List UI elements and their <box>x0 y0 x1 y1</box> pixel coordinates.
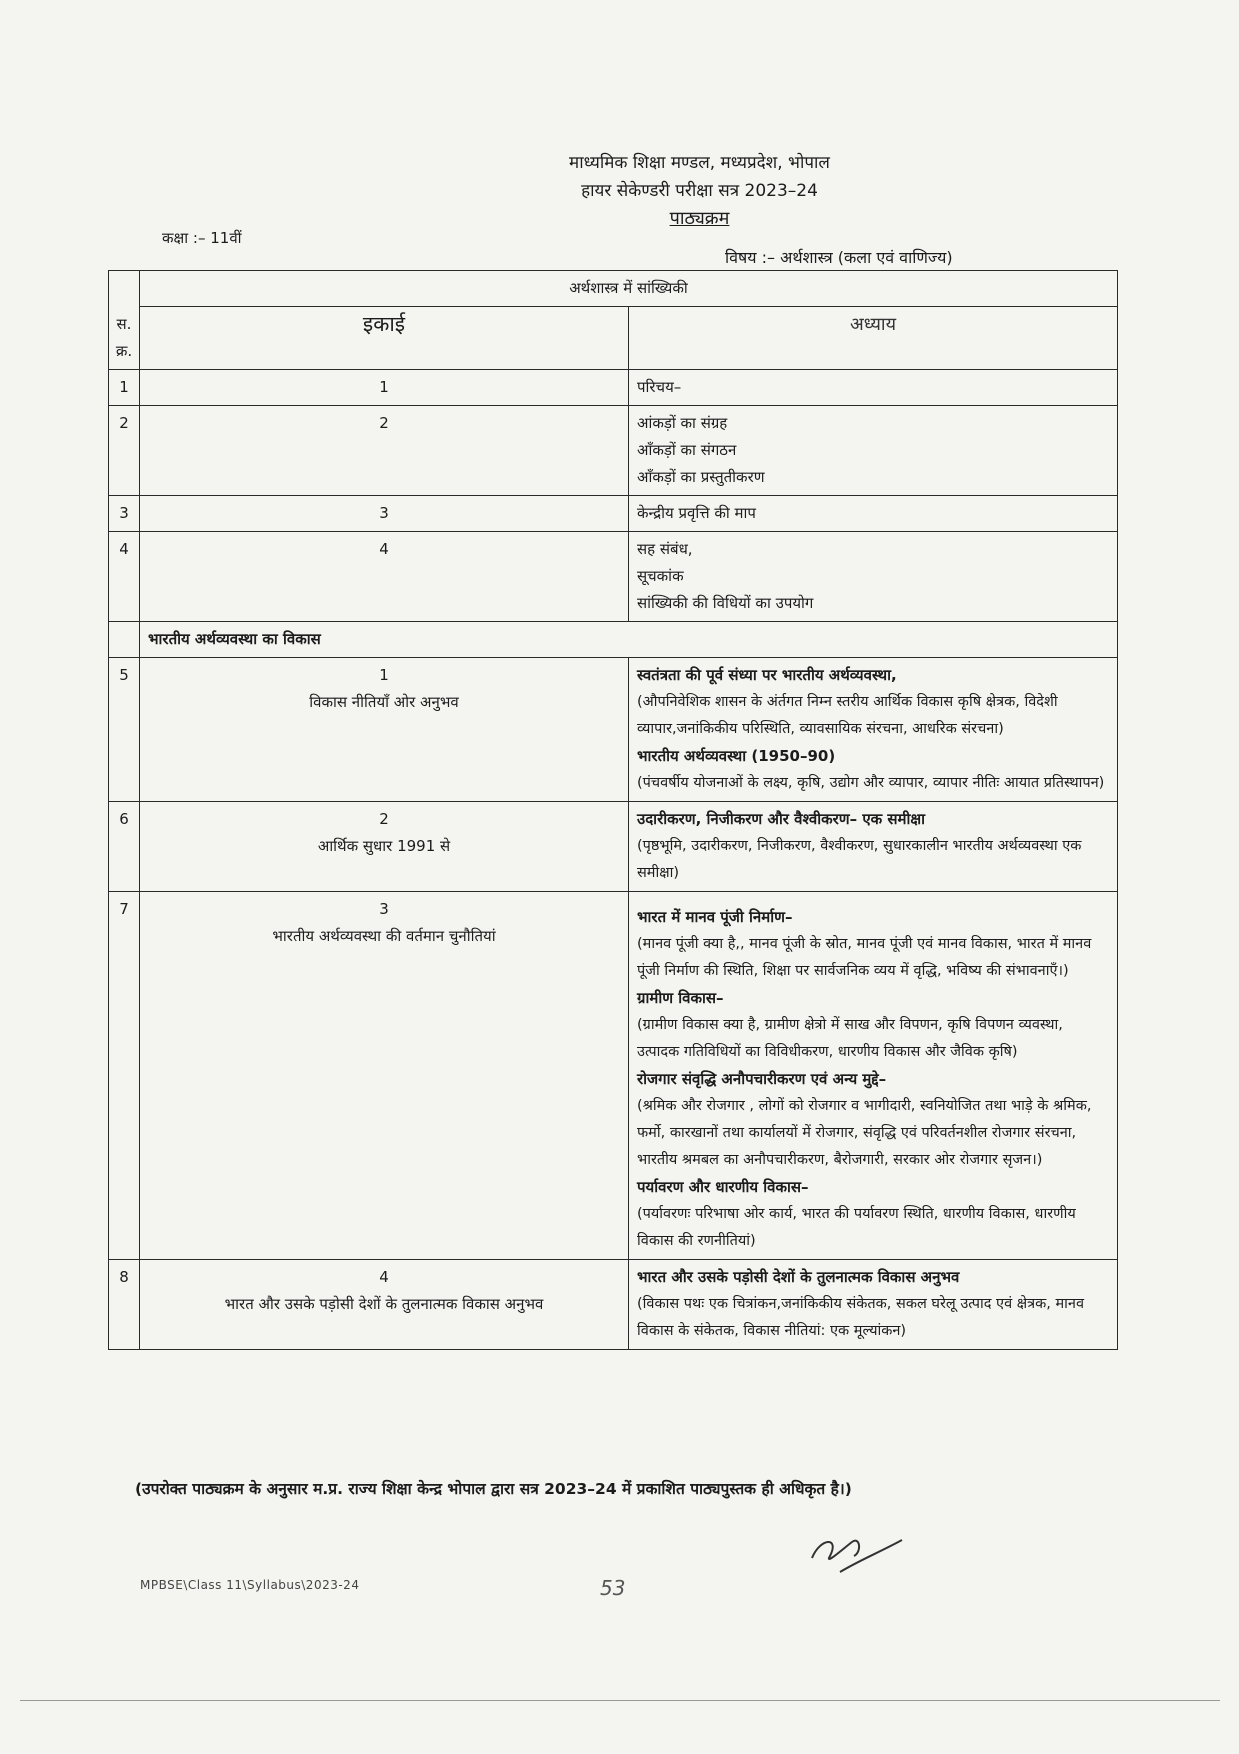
footnote: (उपरोक्त पाठ्यक्रम के अनुसार म.प्र. राज्य शिक्षा केन्द्र भोपाल द्वारा सत्र 2023–24 में प्रकाशित पाठ्यपुस्तक ही अधिकृत है।) <box>135 1480 852 1498</box>
unit-name: भारत और उसके पड़ोसी देशों के तुलनात्मक विकास अनुभव <box>224 1294 544 1313</box>
subject-label: विषय :– अर्थशास्त्र (कला एवं वाणिज्य) <box>725 248 953 267</box>
chapter-line: आँकड़ों का प्रस्तुतीकरण <box>637 467 765 486</box>
row-unit: 1 <box>140 369 629 405</box>
unit-number: 2 <box>379 809 389 828</box>
chapter-detail: (विकास पथः एक चित्रांकन,जनांकिकीय संकेतक, सकल घरेलू उत्पाद एवं क्षेत्रक, मानव विकास के संकेतक, विकास नीतियां: एक मूल्यांकन) <box>637 1295 1085 1339</box>
empty-cell <box>109 621 140 657</box>
syllabus-table <box>108 270 1118 1350</box>
row-sno: 8 <box>109 1259 140 1349</box>
column-header-row <box>109 307 1118 370</box>
table-row <box>109 1259 1118 1349</box>
table-row <box>109 801 1118 891</box>
col-chapter-header: अध्याय <box>629 307 1118 370</box>
table-row <box>109 495 1118 531</box>
section-header-row <box>109 271 1118 307</box>
row-chapters <box>629 405 1118 495</box>
chapter-detail: (ग्रामीण विकास क्या है, ग्रामीण क्षेत्रो में साख और विपणन, कृषि विपणन व्यवस्था, उत्पादक गतिविधियों का विविधीकरण, धारणीय विकास और जैविक कृषि) <box>637 1016 1063 1060</box>
board-name: माध्यमिक शिक्षा मण्डल, मध्यप्रदेश, भोपाल <box>569 153 830 173</box>
chapter-heading: उदारीकरण, निजीकरण और वैश्वीकरण– एक समीक्षा <box>637 809 925 828</box>
chapter-detail: (पंचवर्षीय योजनाओं के लक्ष्य, कृषि, उद्योग और व्यापार, व्यापार नीतिः आयात प्रतिस्थापन) <box>637 774 1105 791</box>
row-unit <box>140 891 629 1259</box>
row-sno: 4 <box>109 531 140 621</box>
table-row <box>109 891 1118 1259</box>
table-row <box>109 405 1118 495</box>
chapter-heading: भारत में मानव पूंजी निर्माण– <box>637 907 793 926</box>
chapter-heading: रोजगार संवृद्धि अनौपचारीकरण एवं अन्य मुद्दे– <box>637 1069 887 1088</box>
unit-number: 1 <box>379 665 389 684</box>
chapter-detail: (पर्यावरणः परिभाषा ओर कार्य, भारत की पर्यावरण स्थिति, धारणीय विकास, धारणीय विकास की रणनीतियां) <box>637 1205 1076 1249</box>
row-sno: 5 <box>109 657 140 801</box>
row-sno: 1 <box>109 369 140 405</box>
row-sno: 2 <box>109 405 140 495</box>
section2-title: भारतीय अर्थव्यवस्था का विकास <box>140 621 1118 657</box>
class-label: कक्षा :– 11वीं <box>162 229 242 247</box>
chapter-line: सह संबंध, <box>637 539 693 558</box>
unit-name: भारतीय अर्थव्यवस्था की वर्तमान चुनौतियां <box>272 926 496 945</box>
chapter-detail: (मानव पूंजी क्या है,, मानव पूंजी के स्रोत, मानव पूंजी एवं मानव विकास, भारत में मानव पूंजी निर्माण की स्थिति, शिक्षा पर सार्वजनिक व्यय में वृद्धि, भविष्य की संभावनाएँ।) <box>637 935 1092 979</box>
section-header-row <box>109 621 1118 657</box>
row-chapters <box>629 657 1118 801</box>
chapter-heading: भारतीय अर्थव्यवस्था (1950–90) <box>637 746 836 765</box>
unit-name: आर्थिक सुधार 1991 से <box>317 836 451 855</box>
chapter-detail: (पृष्ठभूमि, उदारीकरण, निजीकरण, वैश्वीकरण, सुधारकालीन भारतीय अर्थव्यवस्था एक समीक्षा) <box>637 837 1082 881</box>
table-row <box>109 657 1118 801</box>
chapter-heading: भारत और उसके पड़ोसी देशों के तुलनात्मक विकास अनुभव <box>637 1267 960 1286</box>
row-unit: 4 <box>140 531 629 621</box>
col-sno-header: स. क्र. <box>109 307 140 370</box>
row-chapters <box>629 495 1118 531</box>
table-row <box>109 531 1118 621</box>
chapter-detail: (श्रमिक और रोजगार , लोगों को रोजगार व भागीदारी, स्वनियोजित तथा भाड़े के श्रमिक, फर्मो, कारखानों तथा कार्यालयों में रोजगार, संवृद्धि एवं परिवर्तनशील रोजगार संरचना, भारतीय श्रमबल का अनौपचारीकरण, बैरोजगारी, सरकार ओर रोजगार सृजन।) <box>637 1097 1092 1168</box>
row-chapters <box>629 531 1118 621</box>
col-unit-header: इकाई <box>140 307 629 370</box>
row-unit: 3 <box>140 495 629 531</box>
chapter-line: सूचकांक <box>637 566 684 585</box>
chapter-heading: पर्यावरण और धारणीय विकास– <box>637 1177 809 1196</box>
row-sno: 6 <box>109 801 140 891</box>
table-row <box>109 369 1118 405</box>
row-chapters <box>629 1259 1118 1349</box>
row-chapters <box>629 801 1118 891</box>
row-chapters <box>629 369 1118 405</box>
page-title: पाठ्यक्रम <box>669 208 730 229</box>
row-unit <box>140 1259 629 1349</box>
row-sno: 7 <box>109 891 140 1259</box>
unit-number: 3 <box>379 899 389 918</box>
chapter-heading: ग्रामीण विकास– <box>637 988 724 1007</box>
exam-session: हायर सेकेण्डरी परीक्षा सत्र 2023–24 <box>581 181 818 201</box>
chapter-line: परिचय– <box>637 377 682 396</box>
chapter-detail: (औपनिवेशिक शासन के अंर्तगत निम्न स्तरीय आर्थिक विकास कृषि क्षेत्रक, विदेशी व्यापार,जनांकिकीय परिस्थिति, व्यावसायिक संरचना, आधरिक संरचना) <box>637 693 1058 737</box>
row-chapters <box>629 891 1118 1259</box>
chapter-line: केन्द्रीय प्रवृत्ति की माप <box>637 503 756 522</box>
chapter-line: सांख्यिकी की विधियों का उपयोग <box>637 593 814 612</box>
row-sno: 3 <box>109 495 140 531</box>
unit-name: विकास नीतियाँ ओर अनुभव <box>309 692 459 711</box>
row-unit <box>140 801 629 891</box>
footer-path: MPBSE\Class 11\Syllabus\2023-24 <box>140 1578 360 1592</box>
row-unit <box>140 657 629 801</box>
unit-number: 4 <box>379 1267 389 1286</box>
chapter-heading: स्वतंत्रता की पूर्व संध्या पर भारतीय अर्थव्यवस्था, <box>637 665 897 684</box>
row-unit: 2 <box>140 405 629 495</box>
chapter-line: आँकड़ों का संगठन <box>637 440 737 459</box>
bottom-rule <box>20 1700 1220 1701</box>
section1-title: अर्थशास्त्र में सांख्यिकी <box>140 271 1118 307</box>
page-number: 53 <box>600 1576 626 1600</box>
chapter-line: आंकड़ों का संग्रह <box>637 413 728 432</box>
signature <box>800 1528 910 1578</box>
